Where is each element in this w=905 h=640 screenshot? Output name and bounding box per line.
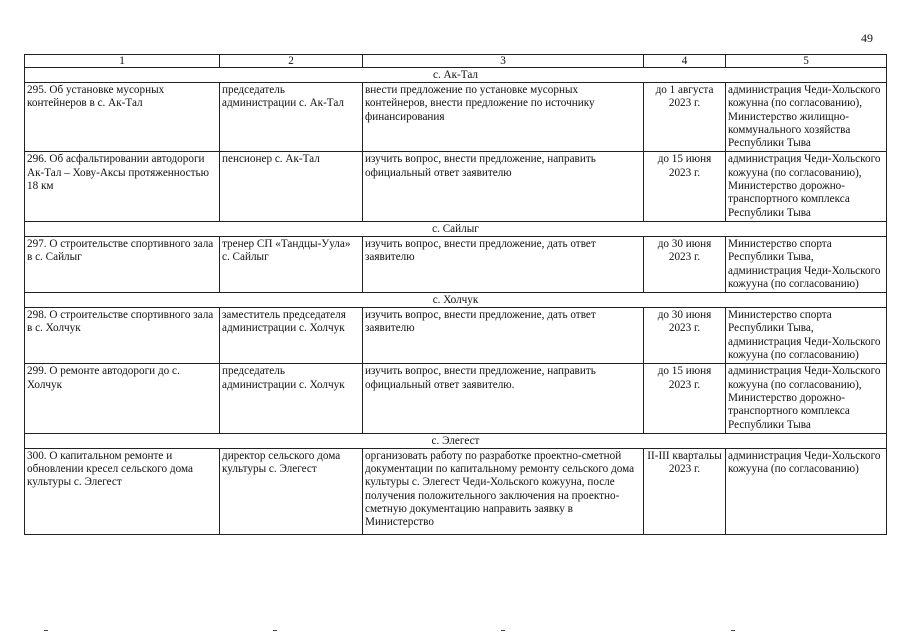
deadline-cell: до 30 июня 2023 г. — [644, 236, 726, 292]
scan-mark — [501, 630, 505, 631]
deadline-cell: до 1 августа 2023 г. — [644, 83, 726, 152]
responsible-cell: администрация Чеди-Хольского кожууна (по согласованию), Министерство дорожно-транспортного комплекса Республики Тыва — [726, 364, 887, 433]
table-row — [25, 364, 887, 433]
column-header: 3 — [363, 55, 644, 68]
author-cell: председатель администрации с. Холчук — [220, 364, 363, 433]
section-title: с. Сайлыг — [25, 221, 887, 236]
scan-mark — [731, 630, 735, 631]
resolution-table — [24, 54, 887, 535]
author-cell: тренер СП «Тандцы-Уула» с. Сайлыг — [220, 236, 363, 292]
column-header: 2 — [220, 55, 363, 68]
table-row — [25, 448, 887, 534]
deadline-cell: до 30 июня 2023 г. — [644, 308, 726, 364]
author-cell: председатель администрации с. Ак-Тал — [220, 83, 363, 152]
responsible-cell: администрация Чеди-Хольского кожууна (по согласованию), Министерство дорожно-транспортного комплекса Республики Тыва — [726, 152, 887, 221]
scan-mark — [44, 630, 48, 631]
action-cell: изучить вопрос, внести предложение, дать ответ заявителю — [363, 236, 644, 292]
responsible-cell: администрация Чеди-Хольского кожунна (по согласованию), Министерство жилищно-коммунального хозяйства Республики Тыва — [726, 83, 887, 152]
scan-mark — [273, 630, 277, 631]
author-cell: директор сельского дома культуры с. Элегест — [220, 448, 363, 534]
action-cell: внести предложение по установке мусорных контейнеров, внести предложение по источнику финансирования — [363, 83, 644, 152]
column-header: 1 — [25, 55, 220, 68]
action-cell: изучить вопрос, внести предложение, направить официальный ответ заявителю — [363, 152, 644, 221]
item-cell: 297. О строительстве спортивного зала в с. Сайлыг — [25, 236, 220, 292]
action-cell: изучить вопрос, внести предложение, дать ответ заявителю — [363, 308, 644, 364]
author-cell: пенсионер с. Ак-Тал — [220, 152, 363, 221]
page-number: 49 — [861, 31, 873, 45]
responsible-cell: Министерство спорта Республики Тыва, администрация Чеди-Хольского кожууна (по согласованию) — [726, 308, 887, 364]
section-row — [25, 433, 887, 448]
column-header: 4 — [644, 55, 726, 68]
responsible-cell: Министерство спорта Республики Тыва, администрация Чеди-Хольского кожууна (по согласованию) — [726, 236, 887, 292]
item-cell: 296. Об асфальтировании автодороги Ак-Тал – Хову-Аксы протяженностью 18 км — [25, 152, 220, 221]
scan-marks — [0, 630, 905, 640]
author-cell: заместитель председателя администрации с. Холчук — [220, 308, 363, 364]
section-row — [25, 293, 887, 308]
deadline-cell: до 15 июня 2023 г. — [644, 364, 726, 433]
table-row — [25, 308, 887, 364]
section-row — [25, 221, 887, 236]
item-cell: 295. Об установке мусорных контейнеров в с. Ак-Тал — [25, 83, 220, 152]
responsible-cell: администрация Чеди-Хольского кожууна (по согласованию) — [726, 448, 887, 534]
deadline-cell: II-III квартальы 2023 г. — [644, 448, 726, 534]
item-cell: 298. О строительстве спортивного зала в с. Холчук — [25, 308, 220, 364]
table-row — [25, 236, 887, 292]
deadline-cell: до 15 июня 2023 г. — [644, 152, 726, 221]
action-cell: организовать работу по разработке проектно-сметной документации по капитальному ремонту сельского дома культуры с. Элегест Чеди-Хольского кожууна, после получения положительного заключения на проектно-сметную документацию направить заявку в Министерство — [363, 448, 644, 534]
section-title: с. Ак-Тал — [25, 68, 887, 83]
item-cell: 299. О ремонте автодороги до с. Холчук — [25, 364, 220, 433]
item-cell: 300. О капитальном ремонте и обновлении кресел сельского дома культуры с. Элегест — [25, 448, 220, 534]
action-cell: изучить вопрос, внести предложение, направить официальный ответ заявителю. — [363, 364, 644, 433]
column-header: 5 — [726, 55, 887, 68]
section-title: с. Элегест — [25, 433, 887, 448]
table-row — [25, 83, 887, 152]
table-row — [25, 152, 887, 221]
section-row — [25, 68, 887, 83]
section-title: с. Холчук — [25, 293, 887, 308]
header-row — [25, 55, 887, 68]
